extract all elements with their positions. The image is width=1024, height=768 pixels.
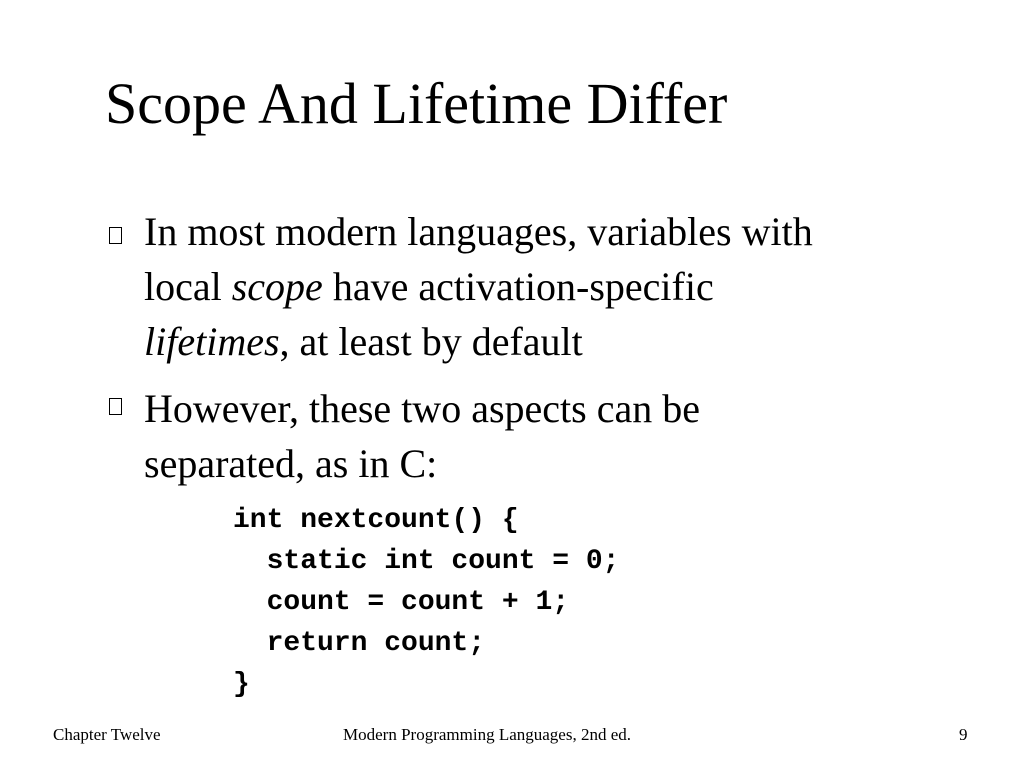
bullet-square-icon — [109, 398, 122, 415]
bullet-line: separated, as in C: — [144, 441, 438, 486]
text-run: local — [144, 264, 232, 309]
bullet-line: However, these two aspects can be — [144, 386, 700, 431]
footer-page-number: 9 — [959, 725, 968, 744]
code-line: static int count = 0; — [233, 546, 620, 577]
bullet-square-icon — [109, 227, 122, 244]
code-block — [233, 500, 619, 705]
text-run: have activation-specific — [322, 264, 714, 309]
footer-chapter: Chapter Twelve — [53, 725, 161, 744]
emphasis-lifetimes: lifetimes — [144, 319, 280, 364]
bullet-text — [144, 204, 924, 369]
bullet-line: In most modern languages, variables with — [144, 209, 813, 254]
code-line: count = count + 1; — [233, 587, 570, 618]
code-line: } — [233, 669, 250, 700]
bullet-text — [144, 381, 924, 491]
code-line: return count; — [233, 628, 486, 659]
text-run: , at least by default — [279, 319, 583, 364]
emphasis-scope: scope — [231, 264, 323, 309]
slide-title: Scope And Lifetime Differ — [105, 71, 728, 136]
code-line: int nextcount() { — [233, 505, 519, 536]
footer-book-title: Modern Programming Languages, 2nd ed. — [343, 725, 631, 744]
bullet-line — [144, 314, 924, 369]
bullet-line — [144, 259, 924, 314]
